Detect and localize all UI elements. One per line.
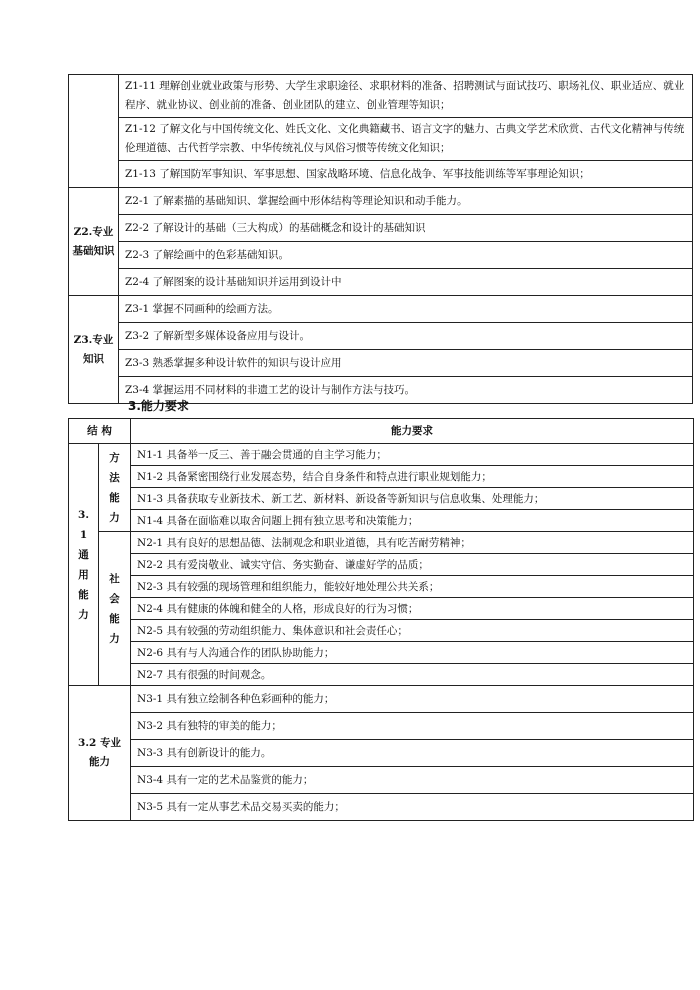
knowledge-row-z2-3: Z2-3 了解绘画中的色彩基础知识。 <box>119 242 693 269</box>
ability-row-n1-4: N1-4 具备在面临难以取舍问题上拥有独立思考和决策能力； <box>131 510 694 532</box>
ability-row-n1-3: N1-3 具备获取专业新技术、新工艺、新材料、新设备等新知识与信息收集、处理能力； <box>131 488 694 510</box>
knowledge-row-z3-4: Z3-4 掌握运用不同材料的非遗工艺的设计与制作方法与技巧。 <box>119 377 693 404</box>
method-ability-label <box>99 444 131 532</box>
knowledge-row-z2-1: Z2-1 了解素描的基础知识、掌握绘画中形体结构等理论知识和动手能力。 <box>119 188 693 215</box>
general-ability-label-text: 3.1通用能力 <box>78 508 89 621</box>
knowledge-row-z1-11: Z1-11 理解创业就业政策与形势、大学生求职途径、求职材料的准备、招聘测试与面试技巧、职场礼仪、职业适应、就业程序、就业协议、创业前的准备、创业团队的建立、创业管理等知识； <box>119 75 693 118</box>
knowledge-row-z1-13: Z1-13 了解国防军事知识、军事思想、国家战略环境、信息化战争、军事技能训练等军事理论知识； <box>119 161 693 188</box>
z3-category-label: Z3.专业知识 <box>69 296 119 404</box>
knowledge-row-z3-1: Z3-1 掌握不同画种的绘画方法。 <box>119 296 693 323</box>
social-ability-label-text: 社会能力 <box>109 572 120 645</box>
social-ability-label <box>99 532 131 686</box>
knowledge-row-z1-12: Z1-12 了解文化与中国传统文化、姓氏文化、文化典籍藏书、语言文字的魅力、古典文学艺术欣赏、古代文化精神与传统伦理道德、古代哲学宗教、中华传统礼仪与风俗习惯等传统文化知识； <box>119 118 693 161</box>
knowledge-row-z3-3: Z3-3 熟悉掌握多种设计软件的知识与设计应用 <box>119 350 693 377</box>
header-structure: 结 构 <box>69 419 131 444</box>
ability-row-n3-1: N3-1 具有独立绘制各种色彩画种的能力； <box>131 686 694 713</box>
ability-table <box>68 418 694 821</box>
ability-row-n2-6: N2-6 具有与人沟通合作的团队协助能力； <box>131 642 694 664</box>
ability-row-n2-7: N2-7 具有很强的时间观念。 <box>131 664 694 686</box>
z2-category-label: Z2.专业基础知识 <box>69 188 119 296</box>
professional-ability-label-text: 3.2 专业能力 <box>78 737 121 768</box>
ability-row-n1-1: N1-1 具备举一反三、善于融会贯通的自主学习能力； <box>131 444 694 466</box>
ability-row-n3-3: N3-3 具有创新设计的能力。 <box>131 740 694 767</box>
section-heading-ability: 3.能力要求 <box>128 399 189 413</box>
z1-category-cell-continued <box>69 75 119 188</box>
header-ability-requirement: 能力要求 <box>131 419 694 444</box>
ability-row-n2-4: N2-4 具有健康的体魄和健全的人格，形成良好的行为习惯； <box>131 598 694 620</box>
professional-ability-label <box>69 686 131 821</box>
method-ability-label-text: 方法能力 <box>109 451 120 524</box>
ability-row-n3-4: N3-4 具有一定的艺术品鉴赏的能力； <box>131 767 694 794</box>
ability-row-n2-3: N2-3 具有较强的现场管理和组织能力，能较好地处理公共关系； <box>131 576 694 598</box>
ability-row-n2-1: N2-1 具有良好的思想品德、法制观念和职业道德，具有吃苦耐劳精神； <box>131 532 694 554</box>
ability-row-n3-2: N3-2 具有独特的审美的能力； <box>131 713 694 740</box>
ability-row-n1-2: N1-2 具备紧密围绕行业发展态势，结合自身条件和特点进行职业规划能力； <box>131 466 694 488</box>
general-ability-label <box>69 444 99 686</box>
ability-row-n3-5: N3-5 具有一定从事艺术品交易买卖的能力； <box>131 794 694 821</box>
knowledge-table <box>68 74 693 404</box>
knowledge-row-z3-2: Z3-2 了解新型多媒体设备应用与设计。 <box>119 323 693 350</box>
ability-row-n2-2: N2-2 具有爱岗敬业、诚实守信、务实勤奋、谦虚好学的品质； <box>131 554 694 576</box>
knowledge-row-z2-2: Z2-2 了解设计的基础（三大构成）的基础概念和设计的基础知识 <box>119 215 693 242</box>
ability-row-n2-5: N2-5 具有较强的劳动组织能力、集体意识和社会责任心； <box>131 620 694 642</box>
knowledge-row-z2-4: Z2-4 了解图案的设计基础知识并运用到设计中 <box>119 269 693 296</box>
